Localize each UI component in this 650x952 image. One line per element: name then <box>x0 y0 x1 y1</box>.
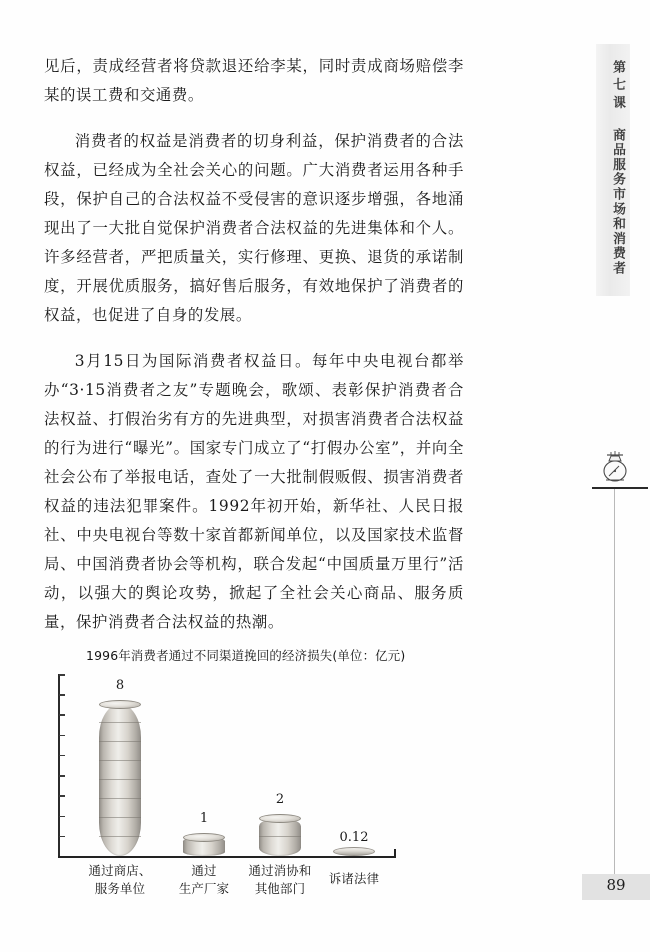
y-axis-tick <box>59 674 65 676</box>
y-axis <box>58 674 60 856</box>
bar-value-label: 8 <box>115 678 125 693</box>
bar-group <box>333 830 375 856</box>
chart-title: 1996年消费者通过不同渠道挽回的经济损失(单位：亿元) <box>86 648 406 663</box>
economic-loss-bar-chart <box>58 646 458 906</box>
bar-flat-disc <box>333 847 375 856</box>
sidebar-lesson-label: 第七课 <box>610 60 625 114</box>
x-axis-end-cap <box>394 849 396 857</box>
y-axis-tick <box>59 816 65 818</box>
bar-disc-separator <box>99 722 141 723</box>
chart-plot-area <box>58 674 398 896</box>
bar-disc-separator <box>259 836 301 837</box>
bar-body <box>259 818 301 856</box>
y-axis-tick <box>59 714 65 716</box>
paragraph-3: 3月15日为国际消费者权益日。每年中央电视台都举办“3·15消费者之友”专题晚会，歌颂、表彰保护消费者合法权益、打假治劣有方的先进典型，对损害消费者合法权益的行为进行“曝光”。国家专门成立了“打假办公室”，并向全社会公布了举报电话，查处了一大批制假贩假、损害消费者权益的违法犯罪案件。1992年初开始，新华社、人民日报社、中央电视台等数十家首都新闻单位，以及国家技术监督局、中国消费者协会等机构，联合发起“中国质量万里行”活动，以强大的舆论攻势，掀起了全社会关心商品、服务质量，保护消费者合法权益的热潮。 <box>44 352 464 631</box>
category-label: 通过商店、 服务单位 <box>88 863 152 896</box>
bar-cylinder <box>259 814 301 857</box>
bar-top-cap <box>183 833 225 842</box>
y-axis-tick <box>59 775 65 777</box>
bar-group <box>183 811 225 856</box>
bar-body <box>99 704 141 856</box>
bar-disc-separator <box>99 779 141 780</box>
paragraph-2: 消费者的权益是消费者的切身利益，保护消费者的合法权益，已经成为全社会关心的问题。广大消费者运用各种手段，保护自己的合法权益不受侵害的意识逐步增强，各地涌现出了一大批自觉保护消费者合法权益的先进集体和个人。许多经营者，严把质量关，实行修理、更换、退货的承诺制度，开展优质服务，搞好售后服务，有效地保护了消费者的权益，也促进了自身的发展。 <box>44 132 464 324</box>
bar-group <box>99 678 141 856</box>
weighing-scale-icon <box>598 446 632 486</box>
y-axis-tick <box>59 795 65 797</box>
bar-disc-separator <box>99 817 141 818</box>
bar-value-label: 0.12 <box>339 830 369 845</box>
bar-group <box>259 792 301 856</box>
bar-top-cap <box>99 700 141 709</box>
bar-disc-separator <box>99 741 141 742</box>
sidebar-chapter-title: 商品服务市场和消费者 <box>610 128 625 276</box>
body-text-column <box>44 52 464 643</box>
bar-cylinder <box>99 700 141 857</box>
sidebar-horizontal-rule <box>592 487 648 489</box>
y-axis-tick <box>59 755 65 757</box>
y-axis-tick <box>59 694 65 696</box>
bar-value-label: 2 <box>275 792 285 807</box>
bar-disc-separator <box>99 836 141 837</box>
y-axis-tick <box>59 735 65 737</box>
bar-value-label: 1 <box>199 811 209 826</box>
bar-disc-separator <box>99 760 141 761</box>
bar-disc-separator <box>99 798 141 799</box>
bar-cylinder <box>183 833 225 857</box>
paragraph-1: 见后，责成经营者将贷款退还给李某，同时责成商场赔偿李某的误工费和交通费。 <box>44 57 464 104</box>
page-number: 89 <box>606 876 626 894</box>
y-axis-tick <box>59 836 65 838</box>
bar-top-cap <box>259 814 301 823</box>
sidebar-vertical-line <box>614 489 615 874</box>
x-axis <box>58 856 396 858</box>
category-label: 通过 生产厂家 <box>178 863 230 896</box>
page-sidebar <box>560 0 650 952</box>
category-label: 通过消协和 其他部门 <box>248 863 312 896</box>
category-label: 诉诸法律 <box>328 871 380 886</box>
